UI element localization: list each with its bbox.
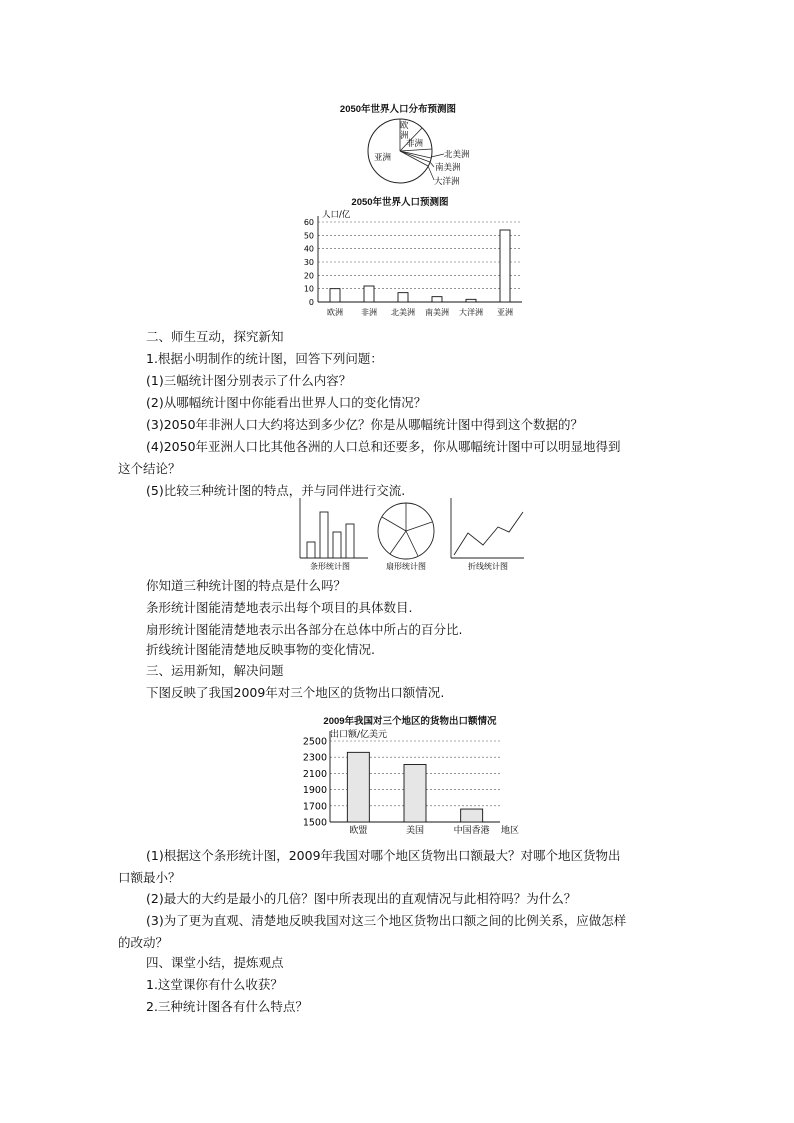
y-tick-label: 40	[303, 244, 314, 254]
section2-sub5: (5)比较三种统计图的特点，并与同伴进行交流.	[146, 483, 406, 498]
pie-label-asia: 亚洲	[374, 153, 392, 163]
bar-chart1	[290, 208, 530, 320]
bar-chart1-ylabel: 人口/亿	[322, 210, 351, 220]
bar	[432, 297, 442, 302]
features-bar: 条形统计图能清楚地表示出每个项目的具体数目.	[146, 600, 413, 615]
q3-3a: (3)为了更为直观、清楚地反映我国对这三个地区货物出口额之间的比例关系，应做怎样	[146, 913, 627, 928]
mini-bar-2	[320, 512, 328, 558]
mini-pie-chart	[378, 503, 434, 571]
mini-bar-4	[346, 524, 354, 558]
pie-chart-title: 2050年世界人口分布预测图	[339, 104, 457, 115]
q3-1b: 口额最小？	[118, 870, 181, 885]
bar-chart2-title: 2009年我国对三个地区的货物出口额情况	[323, 716, 497, 727]
bar-chart2-xlabel: 地区	[501, 826, 520, 836]
mini-bar-3	[333, 532, 341, 558]
bar-chart2	[290, 727, 540, 839]
mini-line-caption: 折线统计图	[468, 562, 508, 571]
section2-sub2: (2)从哪幅统计图中你能看出世界人口的变化情况？	[146, 395, 427, 410]
y-tick-label: 1700	[302, 801, 327, 813]
q3-3b: 的改动？	[118, 935, 169, 950]
pie-chart	[360, 112, 500, 192]
mini-line-chart	[451, 498, 524, 571]
section3-heading: 三、运用新知，解决问题	[146, 663, 284, 678]
x-tick-label: 欧洲	[327, 308, 343, 317]
y-tick-label: 20	[303, 271, 314, 281]
x-tick-label: 南美洲	[425, 308, 449, 317]
features-line: 折线统计图能清楚地反映事物的变化情况.	[146, 642, 375, 657]
x-tick-label: 欧盟	[349, 826, 368, 836]
q3-2: (2)最大的大约是最小的几倍？图中所表现出的直观情况与此相符吗？为什么？	[146, 891, 577, 906]
x-tick-label: 北美洲	[391, 308, 415, 317]
y-tick-label: 2100	[302, 768, 327, 780]
section4-heading: 四、课堂小结，提炼观点	[146, 955, 284, 970]
mini-pie-caption: 扇形统计图	[386, 562, 426, 571]
pie-label-namerica: 北美洲	[444, 150, 470, 160]
features-question: 你知道三种统计图的特点是什么吗？	[146, 578, 347, 593]
y-tick-label: 0	[308, 298, 314, 307]
section2-sub4a: (4)2050年亚洲人口比其他各洲的人口总和还要多，你从哪幅统计图中可以明显地得到	[146, 439, 621, 454]
bar-chart1-title: 2050年世界人口预测图	[351, 197, 449, 208]
pie-label-oceania: 大洋洲	[434, 177, 460, 187]
bar	[347, 752, 369, 822]
bar	[500, 230, 510, 302]
section2-sub4b: 这个结论？	[118, 461, 181, 476]
mini-bar-1	[307, 542, 315, 558]
section4-question1: 1.这堂课你有什么收获？	[146, 977, 283, 992]
section2-question1: 1.根据小明制作的统计图，回答下列问题：	[146, 351, 383, 366]
bar	[466, 299, 476, 302]
x-tick-label: 中国香港	[453, 826, 490, 836]
section2-heading: 二、师生互动，探究新知	[146, 329, 284, 344]
y-tick-label: 1500	[302, 817, 327, 829]
pie-label-europe-1: 欧	[400, 121, 409, 131]
mini-charts	[290, 495, 530, 575]
mini-bar-caption: 条形统计图	[310, 562, 350, 571]
bar	[404, 764, 426, 822]
pie-label-europe-2: 洲	[400, 131, 409, 141]
bar	[461, 809, 483, 822]
pie-label-samerica: 南美洲	[435, 163, 461, 173]
x-tick-label: 美国	[405, 826, 425, 836]
section3-intro: 下图反映了我国2009年对三个地区的货物出口额情况.	[146, 685, 445, 700]
bar	[364, 286, 374, 302]
y-tick-label: 50	[303, 231, 314, 241]
bar	[398, 293, 408, 302]
bar	[330, 289, 340, 302]
y-tick-label: 1900	[302, 785, 327, 797]
y-tick-label: 10	[303, 284, 314, 294]
section2-sub1: (1)三幅统计图分别表示了什么内容？	[146, 373, 352, 388]
x-tick-label: 非洲	[361, 308, 377, 317]
q3-1a: (1)根据这个条形统计图，2009年我国对哪个地区货物出口额最大？对哪个地区货物出	[146, 848, 621, 863]
y-tick-label: 60	[303, 218, 314, 227]
features-pie: 扇形统计图能清楚地表示出各部分在总体中所占的百分比.	[146, 622, 463, 637]
x-tick-label: 亚洲	[497, 308, 513, 317]
mini-line-series	[454, 512, 523, 555]
x-tick-label: 大洋洲	[459, 308, 483, 317]
section2-sub3: (3)2050年非洲人口大约将达到多少亿？你是从哪幅统计图中得到这个数据的？	[146, 417, 584, 432]
section4-question2: 2.三种统计图各有什么特点？	[146, 999, 308, 1014]
y-tick-label: 2500	[302, 736, 327, 748]
pie-label-africa: 非洲	[406, 139, 424, 149]
y-tick-label: 2300	[302, 752, 327, 764]
mini-bar-chart	[300, 498, 368, 571]
y-tick-label: 30	[303, 258, 314, 267]
bar-chart2-ylabel: 出口额/亿美元	[330, 730, 388, 740]
